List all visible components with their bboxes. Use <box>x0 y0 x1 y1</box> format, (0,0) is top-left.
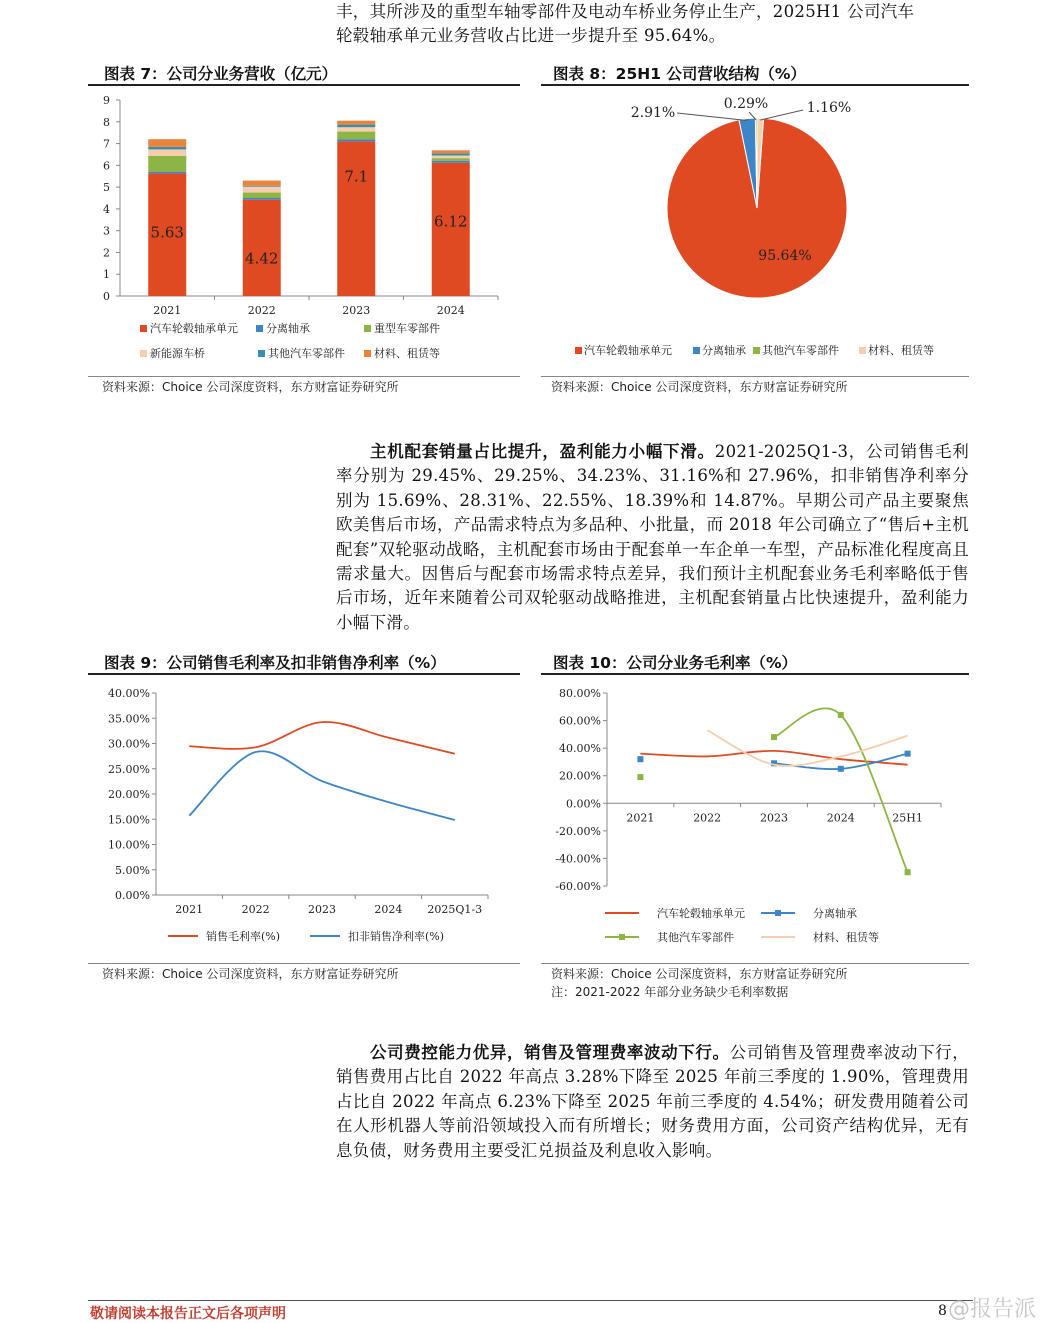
expense-lead: 公司费控能力优异，销售及管理费率波动下行。 <box>370 1043 730 1062</box>
y-tick-label: 0 <box>103 290 110 303</box>
bar-segment <box>432 150 470 153</box>
bar-segment <box>148 147 186 150</box>
series-line <box>189 722 455 754</box>
bar-segment <box>243 181 281 186</box>
legend-swatch <box>364 350 371 357</box>
y-tick-label: 3 <box>103 224 110 238</box>
y-tick-label: 4 <box>103 202 110 216</box>
page-number: 8 <box>938 1303 947 1319</box>
pie-label: 95.64% <box>758 248 812 264</box>
fig7-source: 资料来源：Choice 公司深度资料，东方财富证券研究所 <box>102 380 399 394</box>
y-tick-label: 1 <box>103 268 110 282</box>
series-marker <box>838 712 844 718</box>
x-tick-label: 25H1 <box>892 811 923 825</box>
y-tick-label: 20.00% <box>559 769 601 783</box>
series-marker <box>905 869 911 875</box>
bar-data-label: 7.1 <box>344 167 369 186</box>
fig8-source: 资料来源：Choice 公司深度资料，东方财富证券研究所 <box>551 380 848 394</box>
y-tick-label: 0.00% <box>115 889 150 902</box>
y-tick-label: 80.00% <box>559 687 601 700</box>
legend-label: 分离轴承 <box>266 322 310 335</box>
x-tick-label: 2022 <box>241 903 270 916</box>
legend-swatch <box>575 347 582 354</box>
x-tick-label: 2024 <box>374 903 403 916</box>
fig10-source: 资料来源：Choice 公司深度资料，东方财富证券研究所 <box>551 967 848 981</box>
bar-segment <box>243 200 281 296</box>
series-line <box>707 730 907 766</box>
bar-segment <box>337 132 375 140</box>
y-tick-label: 10.00% <box>108 838 150 852</box>
bar-segment <box>432 158 470 161</box>
x-tick-label: 2023 <box>308 903 336 916</box>
watermark: @报告派 <box>948 1297 1037 1322</box>
legend-label: 汽车轮毂轴承单元 <box>584 344 672 357</box>
series-line <box>189 751 455 820</box>
y-tick-label: 6 <box>103 159 110 173</box>
legend-swatch <box>693 347 700 354</box>
bar-segment <box>148 172 186 174</box>
bar-segment <box>337 127 375 131</box>
legend-label: 销售毛利率(%) <box>206 930 281 943</box>
legend-label: 材料、租赁等 <box>813 931 879 944</box>
y-tick-label: 25.00% <box>108 762 150 776</box>
pie-label: 1.16% <box>806 100 852 116</box>
legend-swatch <box>140 325 147 332</box>
bar-segment <box>337 121 375 125</box>
footer-disclaimer: 敬请阅读本报告正文后各项声明 <box>90 1306 286 1322</box>
y-tick-label: 15.00% <box>108 813 150 827</box>
fig10-title: 图表 10：公司分业务毛利率（%） <box>553 654 797 672</box>
fig7-title: 图表 7：公司分业务营收（亿元） <box>104 65 338 83</box>
legend-label: 材料、租赁等 <box>868 344 934 357</box>
x-tick-label: 2025Q1-3 <box>427 903 483 916</box>
series-marker <box>637 774 643 780</box>
intro-line-1: 丰，其所涉及的重型车轴零部件及电动车桥业务停止生产，2025H1 公司汽车 <box>336 2 915 21</box>
y-tick-label: 60.00% <box>559 714 601 728</box>
legend-label: 扣非销售净利率(%) <box>348 930 445 943</box>
bar-segment <box>148 149 186 156</box>
fig9-chart <box>88 675 520 960</box>
pie-leader-line <box>677 113 747 121</box>
fig9-title: 图表 9：公司销售毛利率及扣非销售净利率（%） <box>104 654 446 672</box>
fig10-note: 注：2021-2022 年部分业务缺少毛利率数据 <box>551 985 789 999</box>
x-tick-label: 2024 <box>436 304 465 317</box>
pie-label: 2.91% <box>630 105 676 121</box>
footer-divider <box>88 1300 973 1301</box>
bar-segment <box>148 156 186 172</box>
legend-swatch <box>258 350 265 357</box>
legend-label: 分离轴承 <box>813 907 857 920</box>
legend-label: 材料、租赁等 <box>374 347 440 360</box>
fig10-chart <box>541 675 969 960</box>
bar-data-label: 5.63 <box>150 223 184 242</box>
legend-swatch <box>256 325 263 332</box>
x-tick-label: 2021 <box>175 903 204 916</box>
y-tick-label: 5 <box>103 181 110 195</box>
y-tick-label: 2 <box>103 246 110 260</box>
y-tick-label: 7 <box>103 137 110 151</box>
profitability-lead: 主机配套销量占比提升，盈利能力小幅下滑。 <box>370 442 715 461</box>
series-line <box>774 708 908 872</box>
y-tick-label: 8 <box>103 115 110 129</box>
x-tick-label: 2021 <box>153 304 182 317</box>
legend-label: 其他汽车零部件 <box>268 347 345 360</box>
bar-segment <box>337 125 375 128</box>
y-tick-label: 40.00% <box>108 687 150 700</box>
expense-body: 公司销售及管理费率波动下行，销售费用占比自 2022 年高点 3.28%下降至 2025 年前三季度的 1.90%，管理费用占比自 2022 年高点 6.23%下降至 2025 年前三季度的 4.54%；研发费用随着公司在人形机器人等前沿领域投入而有所增长；财务费用方面，公司资产结构优异，无有息负债，财务费用主要受汇兑损益及利息收入影响。 <box>336 1043 969 1160</box>
y-tick-label: 0.00% <box>566 797 601 811</box>
x-tick-label: 2023 <box>760 811 788 825</box>
x-tick-label: 2023 <box>342 304 371 317</box>
fig8-chart <box>541 86 969 374</box>
y-tick-label: 9 <box>103 94 110 107</box>
y-tick-label: -60.00% <box>555 880 601 893</box>
y-tick-label: 35.00% <box>108 712 150 726</box>
y-tick-label: -40.00% <box>555 852 601 866</box>
bar-data-label: 6.12 <box>434 212 468 231</box>
profitability-body: 2021-2025Q1-3，公司销售毛利率分别为 29.45%、29.25%、34.23%、31.16%和 27.96%，扣非销售净利率分别为 15.69%、28.31%、22.55%、18.39%和 14.87%。早期公司产品主要聚焦欧美售后市场，产品需求特点为多品种、小批量，而 2018 年公司确立了“售后+主机配套”双轮驱动战略，主机配套市场由于配套单一车企单一车型，产品标准化程度高且需求量大。因售后与配套市场需求特点差异，我们预计主机配套业务毛利率略低于售后市场，近年来随着公司双轮驱动战略推进，主机配套销量占比快速提升，盈利能力小幅下滑。 <box>336 442 970 632</box>
x-tick-label: 2022 <box>247 304 276 317</box>
legend-label: 汽车轮毂轴承单元 <box>150 322 238 335</box>
bar-segment <box>337 141 375 296</box>
legend-label: 其他汽车零部件 <box>657 931 734 944</box>
series-marker <box>838 766 844 772</box>
legend-swatch <box>859 347 866 354</box>
series-marker <box>771 734 777 740</box>
x-tick-label: 2022 <box>693 811 722 825</box>
profitability-paragraph <box>336 440 969 635</box>
bar-segment <box>243 198 281 200</box>
intro-paragraph <box>336 0 969 49</box>
legend-marker <box>619 934 625 940</box>
bar-segment <box>432 156 470 159</box>
bar-segment <box>337 139 375 141</box>
y-tick-label: 30.00% <box>108 737 150 751</box>
bar-segment <box>148 139 186 147</box>
series-marker <box>637 756 643 762</box>
expense-paragraph <box>336 1041 969 1163</box>
bar-segment <box>243 186 281 187</box>
bar-segment <box>243 187 281 193</box>
x-tick-label: 2021 <box>626 811 655 825</box>
legend-label: 分离轴承 <box>702 344 746 357</box>
fig9-source: 资料来源：Choice 公司深度资料，东方财富证券研究所 <box>102 967 399 981</box>
series-marker <box>905 751 911 757</box>
fig7-chart <box>88 86 520 374</box>
legend-label: 新能源车桥 <box>150 347 205 360</box>
legend-swatch <box>364 325 371 332</box>
y-tick-label: 5.00% <box>115 863 150 877</box>
fig8-title: 图表 8：25H1 公司营收结构（%） <box>553 65 806 83</box>
pie-label: 0.29% <box>723 96 769 112</box>
legend-label: 汽车轮毂轴承单元 <box>657 907 745 920</box>
bar-segment <box>432 161 470 163</box>
bar-segment <box>432 153 470 155</box>
y-tick-label: 40.00% <box>559 742 601 756</box>
legend-swatch <box>753 347 760 354</box>
x-tick-label: 2024 <box>826 811 855 825</box>
y-tick-label: 20.00% <box>108 788 150 801</box>
legend-marker <box>775 910 781 916</box>
bar-data-label: 4.42 <box>245 249 279 268</box>
legend-label: 重型车零部件 <box>374 322 440 335</box>
legend-swatch <box>140 350 147 357</box>
y-tick-label: -20.00% <box>555 824 601 838</box>
intro-line-2: 轮毂轴承单元业务营收占比进一步提升至 95.64%。 <box>336 26 726 46</box>
legend-label: 其他汽车零部件 <box>762 344 839 357</box>
bar-segment <box>243 193 281 198</box>
